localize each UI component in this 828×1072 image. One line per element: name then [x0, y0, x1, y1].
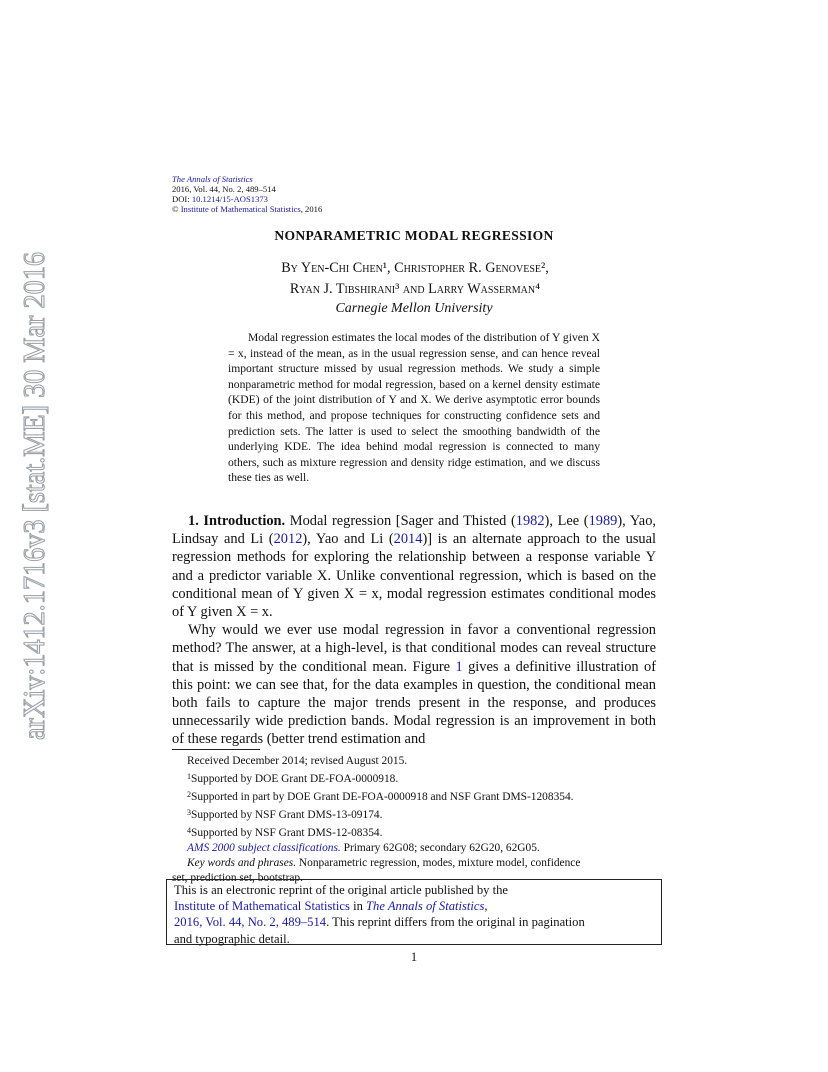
intro-text-c: ), Yao, Lindsay and Li (: [172, 513, 656, 548]
abstract-text: Modal regression estimates the local modes of the distribution of Y given X = x, instead of the mean, as in the usual regression sense, and can hence reveal important structure missed by usual regression methods. We study a simple nonparametric method for modal regression, based on a kernel density estimate (KDE) of the joint distribution of Y and X. We derive asymptotic error bounds for this method, and propose techniques for constructing confidence sets and prediction sets. The latter is used to select the smoothing bandwidth of the underlying KDE. The idea behind modal regression is connected to many others, such as mixture regression and density ridge estimation, and we discuss these ties as well.: [228, 331, 600, 485]
introduction-section: [172, 512, 656, 749]
citation-link-1982[interactable]: 1982: [515, 513, 545, 529]
footnote-3: $^3$Supported by NSF Grant DMS-13-09174.: [187, 808, 383, 821]
reprint-line-1: This is an electronic reprint of the original article published by the: [174, 883, 508, 897]
journal-name-link[interactable]: The Annals of Statistics: [172, 174, 253, 184]
intro-text-d: ), Yao and Li (: [302, 531, 394, 548]
affiliation: Carnegie Mellon University: [335, 301, 493, 316]
reprint-journal-link[interactable]: The Annals of Statistics: [366, 899, 485, 914]
journal-header: [172, 174, 322, 214]
keywords: Key words and phrases. Nonparametric regression, modes, mixture model, confidence: [187, 857, 581, 869]
reprint-line-4: and typographic detail.: [174, 931, 290, 946]
intro-text-g: gives a definitive illustration of this point: we can see that, for the data examples in question, the conditional mean both fails to capture the major trends present in the response, and produces unnecessarily wide prediction bands. Modal regression is an improvement in both of these regards (better trend estimation and: [172, 658, 656, 748]
footnote-4: $^4$Supported by NSF Grant DMS-12-08354.: [187, 826, 383, 839]
citation-link-1989[interactable]: 1989: [588, 513, 618, 529]
abstract: [228, 330, 600, 486]
paper-title: NONPARAMETRIC MODAL REGRESSION: [274, 228, 554, 243]
doi-link[interactable]: 10.1214/15-AOS1373: [191, 194, 268, 204]
copyright-symbol: ©: [172, 204, 179, 214]
reprint-notice: [166, 879, 662, 945]
ams-classification: AMS 2000 subject classifications. Primary 62G08; secondary 62G20, 62G05.: [187, 842, 540, 854]
doi-label: DOI:: [172, 194, 192, 204]
intro-text-b: ), Lee (: [544, 513, 589, 529]
reprint-line-3: 2016, Vol. 44, No. 2, 489–514. This reprint differs from the original in pagination: [174, 915, 585, 930]
section-heading: 1. Introduction.: [188, 513, 286, 529]
arxiv-stamp: [4, 250, 54, 740]
received-note: Received December 2014; revised August 2015.: [187, 755, 408, 767]
ams-classification-link[interactable]: AMS 2000 subject classifications.: [187, 842, 341, 854]
reprint-publisher-link[interactable]: Institute of Mathematical Statistics: [174, 899, 350, 914]
arxiv-stamp-text: arXiv:1412.1716v3 [stat.ME] 30 Mar 2016: [17, 250, 51, 740]
footnotes: [172, 754, 656, 886]
figure-link-1[interactable]: 1: [455, 658, 463, 675]
journal-volume: 2016, Vol. 44, No. 2, 489–514: [172, 184, 276, 194]
keywords-continued: set, prediction set, bootstrap.: [172, 872, 303, 884]
citation-link-2012[interactable]: 2012: [273, 531, 303, 548]
footnote-rule: [172, 749, 260, 750]
intro-text-a: Modal regression [Sager and Thisted (: [285, 513, 516, 529]
reprint-citation-link[interactable]: 2016, Vol. 44, No. 2, 489–514: [174, 915, 327, 930]
reprint-line-2: Institute of Mathematical Statistics in The Annals of Statistics,: [174, 899, 488, 914]
footnote-2: $^2$Supported in part by DOE Grant DE-FOA-0000918 and NSF Grant DMS-1208354.: [187, 790, 574, 803]
intro-paragraph-2: [172, 621, 656, 748]
copyright-year: , 2016: [300, 204, 323, 214]
page-number: 1: [410, 950, 418, 964]
intro-text-e: )] is an alternate approach to the usual regression methods for exploring the relationship between a response variable Y and a predictor variable X. Unlike conventional regression, which is based on the conditional mean of Y given X = x, modal regression estimates conditional modes of Y given X = x.: [172, 531, 657, 621]
author-line-1: By Yen-Chi Chen¹, Christopher R. Genovese²,: [281, 260, 549, 276]
footnote-1: $^1$Supported by DOE Grant DE-FOA-0000918.: [187, 772, 399, 785]
publisher-link[interactable]: Institute of Mathematical Statistics: [180, 204, 301, 214]
intro-paragraph-1: [172, 512, 656, 621]
intro-text-f: Why would we ever use modal regression in favor a conventional regression method? The answer, at a high-level, is that conditional modes can reveal structure that is missed by the conditional mean. Figure: [172, 622, 656, 675]
citation-link-2014[interactable]: 2014: [393, 531, 423, 548]
author-list: [150, 258, 680, 300]
author-line-2: Ryan J. Tibshirani³ and Larry Wasserman⁴: [289, 281, 541, 297]
